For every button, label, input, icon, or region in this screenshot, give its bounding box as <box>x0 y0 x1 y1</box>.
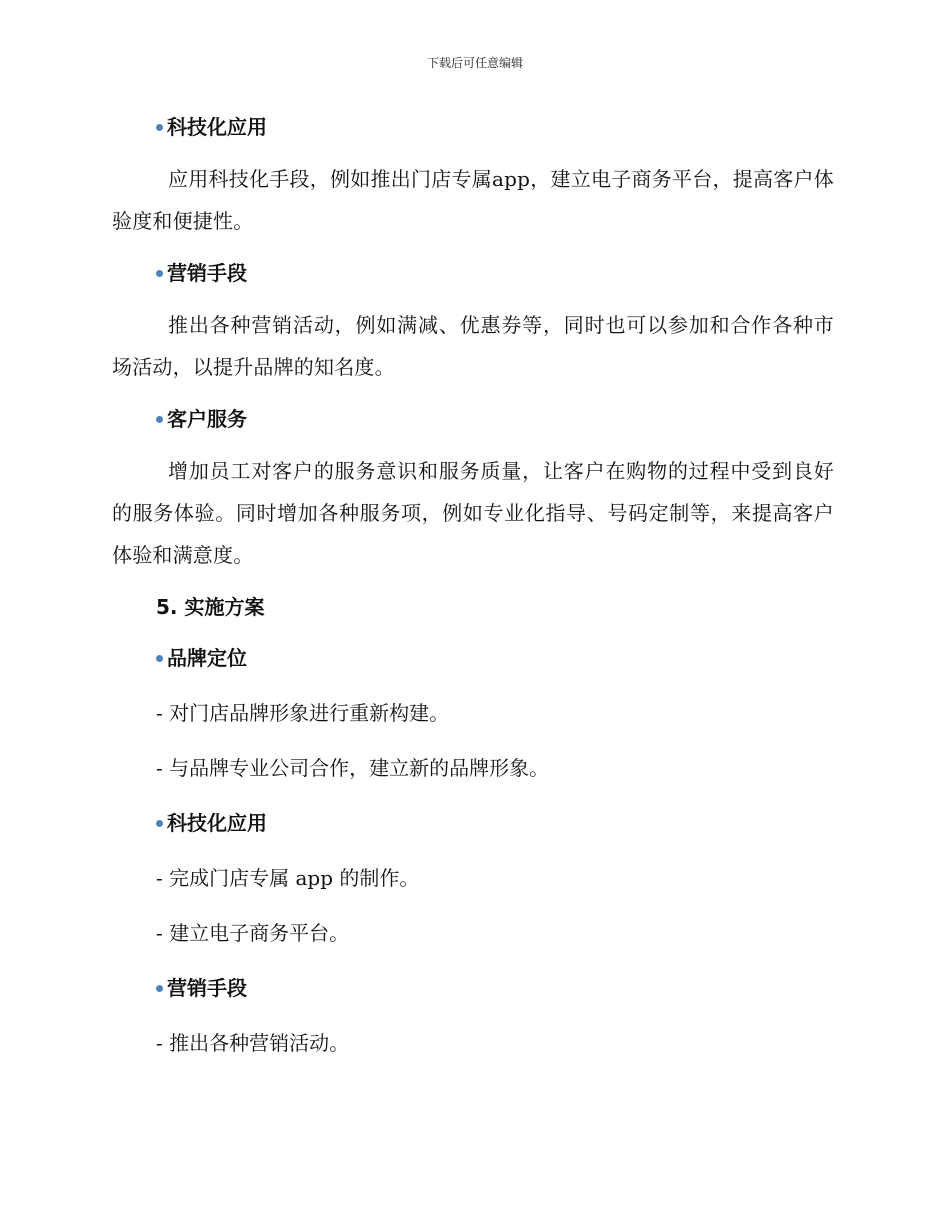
list-item: - 完成门店专属 app 的制作。 <box>156 866 420 890</box>
heading-brand-positioning <box>156 639 834 677</box>
heading-text: 科技化应用 <box>167 811 267 835</box>
heading-text: 营销手段 <box>167 976 247 1000</box>
list-item: - 推出各种营销活动。 <box>156 1031 350 1055</box>
paragraph-customer-service: 增加员工对客户的服务意识和服务质量，让客户在购物的过程中受到良好的服务体验。同时增加各种服务项，例如专业化指导、号码定制等，来提高客户体验和满意度。 <box>112 459 834 567</box>
bullet-icon <box>156 270 163 277</box>
heading-customer-service <box>156 400 834 438</box>
paragraph-tech-application: 应用科技化手段，例如推出门店专属app，建立电子商务平台，提高客户体验度和便捷性。 <box>112 167 834 233</box>
heading-tech-application-plan <box>156 804 834 842</box>
bullet-icon <box>156 820 163 827</box>
list-item: - 与品牌专业公司合作，建立新的品牌形象。 <box>156 756 550 780</box>
heading-text: 客户服务 <box>167 407 247 431</box>
heading-marketing-plan <box>156 969 834 1007</box>
heading-marketing <box>156 254 834 292</box>
heading-implementation-plan: 5. 实施方案 <box>156 595 265 619</box>
bullet-icon <box>156 985 163 992</box>
heading-text: 品牌定位 <box>167 646 247 670</box>
bullet-icon <box>156 124 163 131</box>
paragraph-marketing: 推出各种营销活动，例如满减、优惠券等，同时也可以参加和合作各种市场活动，以提升品牌的知名度。 <box>112 313 834 379</box>
heading-text: 科技化应用 <box>167 115 267 139</box>
list-item: - 建立电子商务平台。 <box>156 921 350 945</box>
heading-text: 营销手段 <box>167 261 247 285</box>
page-header: 下载后可任意编辑 <box>426 56 523 70</box>
bullet-icon <box>156 655 163 662</box>
document-body <box>112 108 834 1062</box>
heading-tech-application <box>156 108 834 146</box>
bullet-icon <box>156 416 163 423</box>
list-item: - 对门店品牌形象进行重新构建。 <box>156 701 450 725</box>
